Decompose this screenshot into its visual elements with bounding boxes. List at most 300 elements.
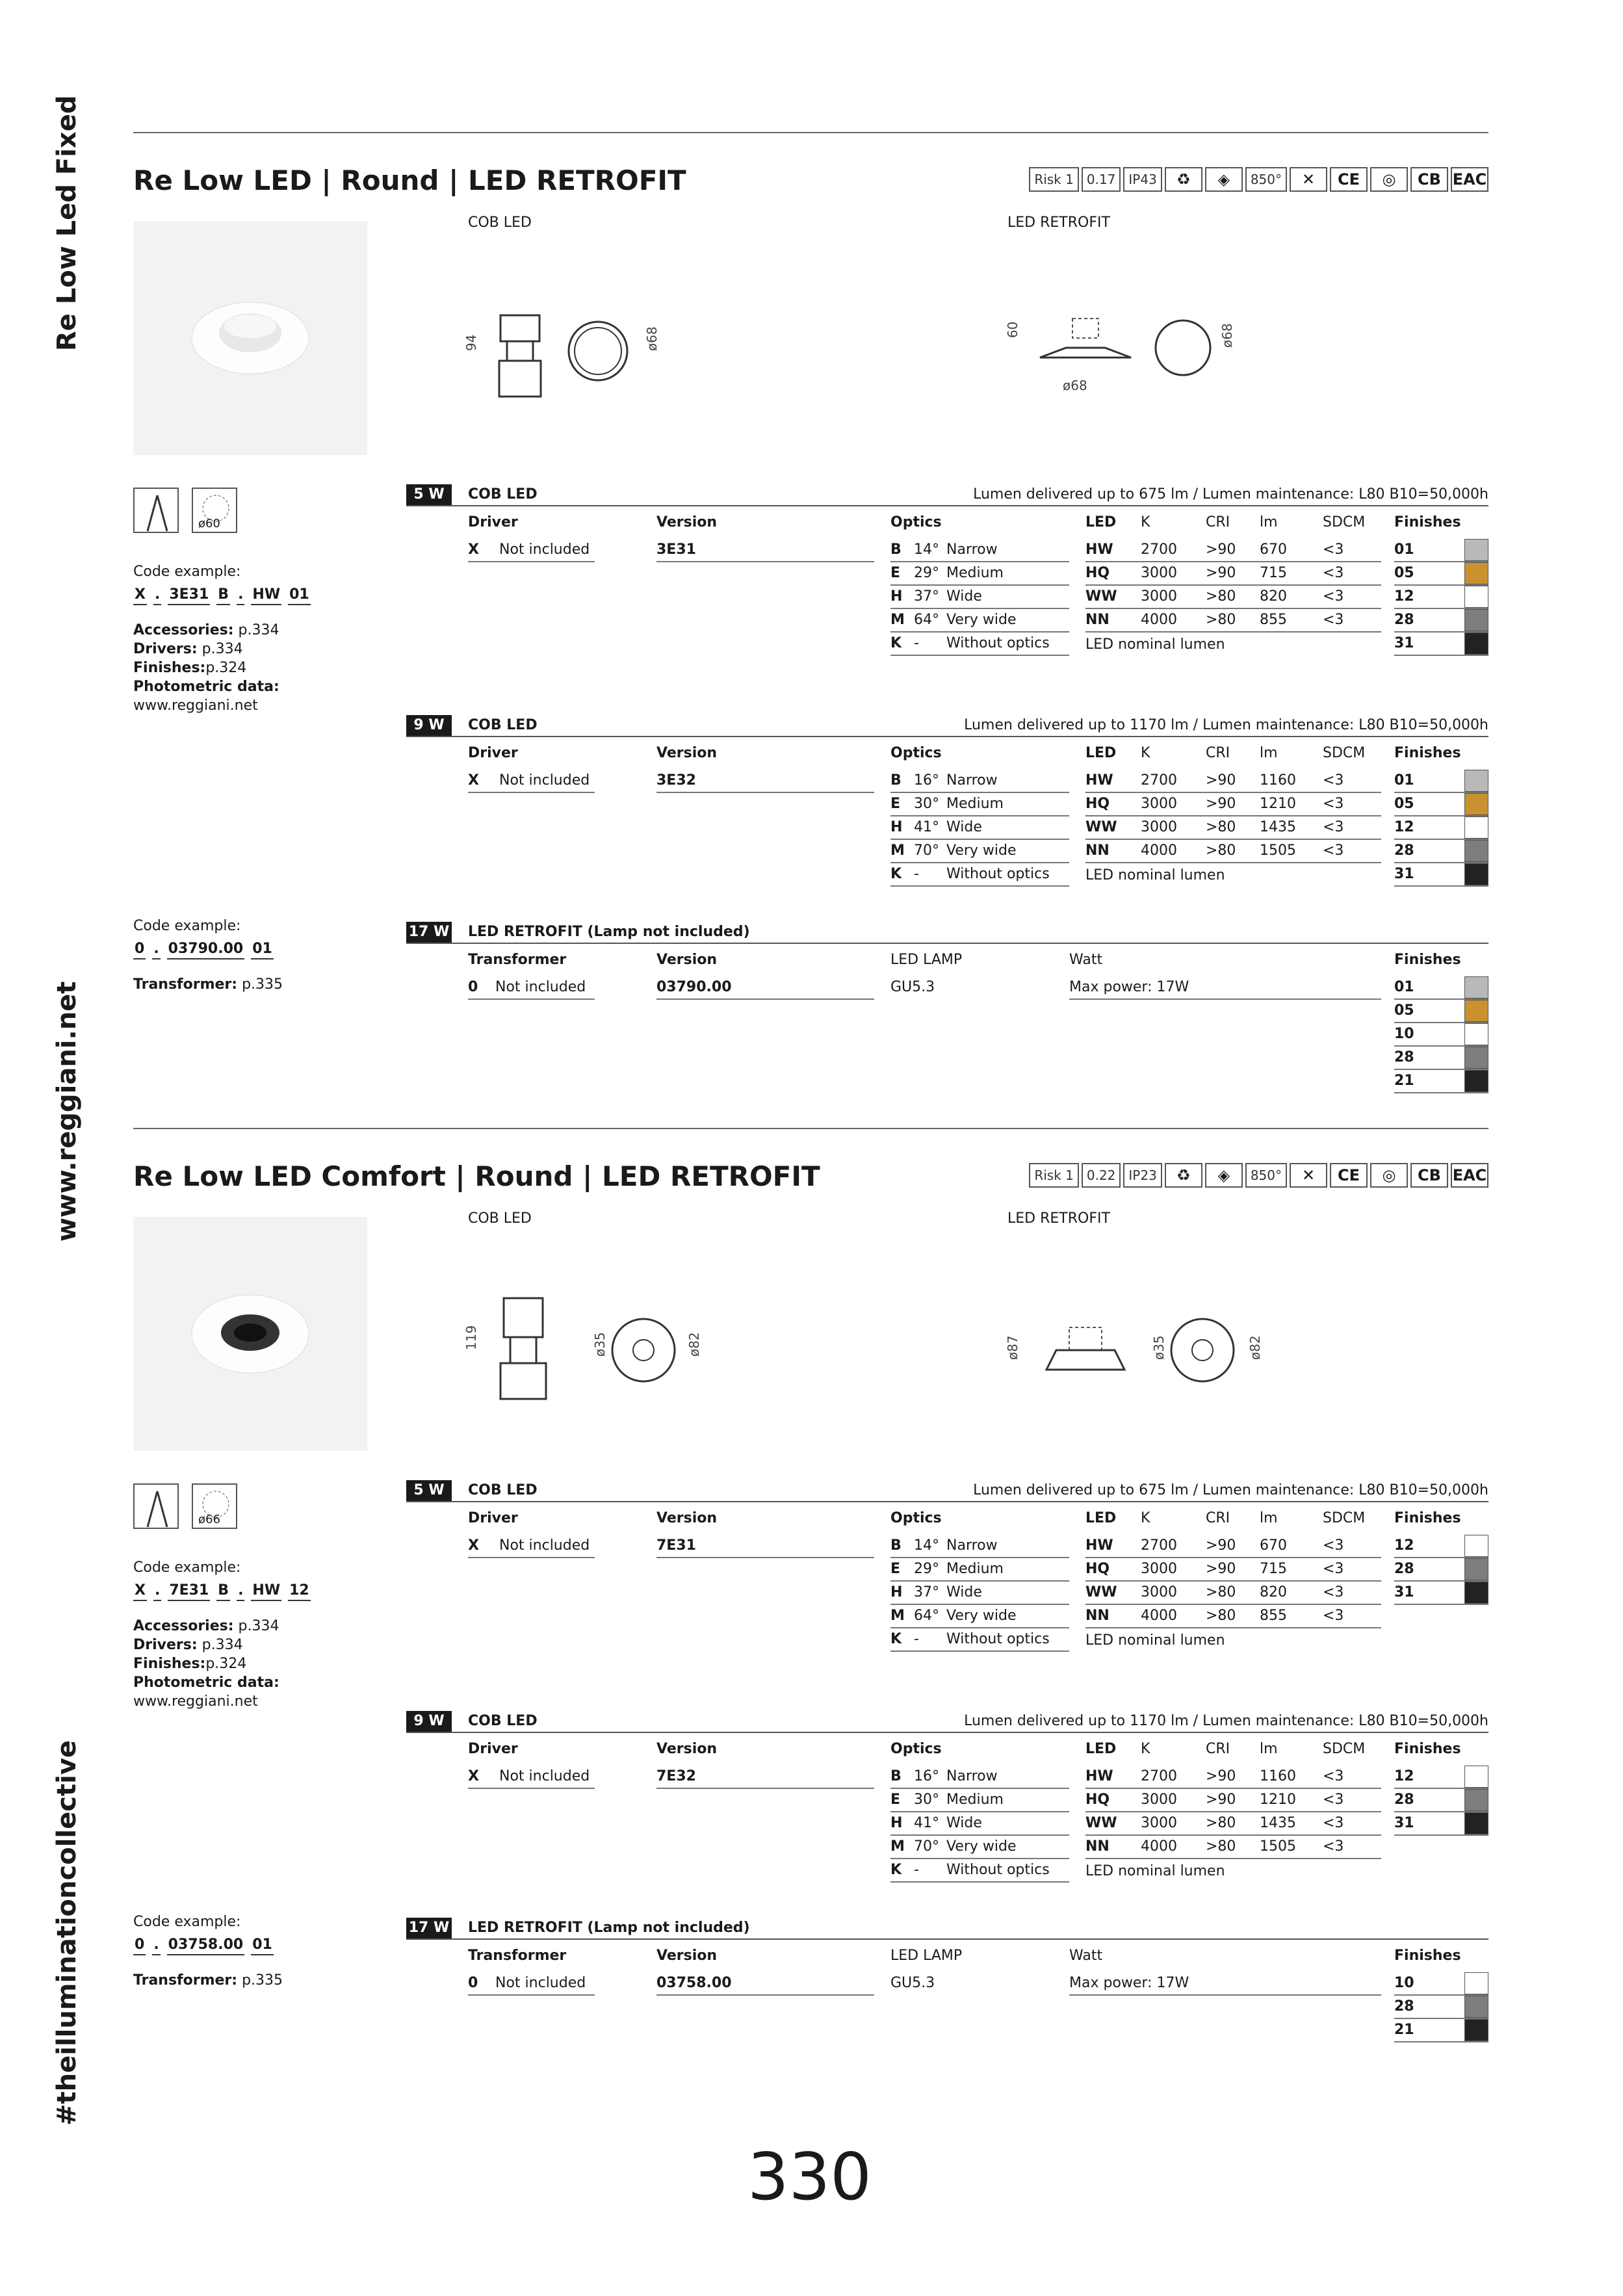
beam-angle-icon <box>133 488 179 533</box>
photometric-link[interactable]: www.reggiani.net <box>133 1693 258 1710</box>
optics-angle: - <box>914 1631 919 1647</box>
led-value: <3 <box>1323 1561 1344 1577</box>
finish-row[interactable] <box>1394 539 1488 562</box>
dim-height: 60 <box>1005 321 1020 338</box>
side-website[interactable]: www.reggiani.net <box>52 981 82 1242</box>
transformer-page[interactable]: p.335 <box>242 976 283 993</box>
class-icon: ◈ <box>1205 167 1243 192</box>
transformer-cell <box>468 1972 595 1996</box>
finish-row[interactable] <box>1394 1000 1488 1023</box>
led-value: <3 <box>1323 1537 1344 1554</box>
finish-row[interactable] <box>1394 793 1488 816</box>
accessories-page[interactable]: p.334 <box>238 1618 279 1634</box>
finish-code: 28 <box>1394 1561 1414 1577</box>
led-value: 4000 <box>1141 1838 1177 1855</box>
led-value: >90 <box>1206 1561 1236 1577</box>
optics-row <box>890 840 1069 863</box>
led-value: <3 <box>1323 842 1344 859</box>
code-part: . <box>237 585 244 605</box>
recycle-icon: ♻ <box>1165 1163 1202 1188</box>
photometric-label: Photometric data: <box>133 1675 279 1691</box>
code-part: 12 <box>288 1581 311 1601</box>
optics-name: Narrow <box>946 1537 998 1554</box>
optics-name: Wide <box>946 588 982 605</box>
finish-row[interactable] <box>1394 1766 1488 1789</box>
optics-code: H <box>890 819 903 835</box>
code-part: 03758.00 <box>167 1935 245 1955</box>
led-value: 2700 <box>1141 772 1177 789</box>
led-value: >90 <box>1206 541 1236 558</box>
led-row <box>1085 816 1381 840</box>
transformer-value: Not included <box>495 979 586 995</box>
code-example-label: Code example: <box>133 918 241 934</box>
led-value: NN <box>1085 1608 1110 1624</box>
led-row <box>1085 586 1381 609</box>
lumen-info: Lumen delivered up to 1170 lm / Lumen maintenance: L80 B10=50,000h <box>964 1713 1488 1729</box>
transformer-page[interactable]: p.335 <box>242 1972 283 1989</box>
optics-angle: 29° <box>914 1561 939 1577</box>
led-value: <3 <box>1323 1838 1344 1855</box>
optics-angle: 14° <box>914 1537 939 1554</box>
led-value: 715 <box>1260 1561 1287 1577</box>
downlight-image <box>185 1282 315 1386</box>
power-badge: 0.22 <box>1082 1163 1121 1188</box>
glow-wire-badge: 850° <box>1245 167 1287 192</box>
code-part: . <box>152 939 160 959</box>
led-value: NN <box>1085 612 1110 628</box>
led-value: <3 <box>1323 541 1344 558</box>
code-example <box>133 1935 283 1955</box>
driver-value: Not included <box>499 1537 590 1554</box>
finish-code: 05 <box>1394 1002 1414 1019</box>
dim-diameter: ø35 <box>592 1332 608 1357</box>
code-part: 0 <box>133 939 146 959</box>
optics-angle: 14° <box>914 541 939 558</box>
led-value: <3 <box>1323 796 1344 812</box>
finish-code: 12 <box>1394 819 1414 835</box>
dim-diameter: ø87 <box>1005 1335 1020 1360</box>
finish-row[interactable] <box>1394 1023 1488 1047</box>
driver-code: X <box>468 541 479 558</box>
led-value: 3000 <box>1141 1792 1177 1808</box>
transformer-cell <box>468 976 595 1000</box>
finish-code: 01 <box>1394 541 1414 558</box>
led-value: 1435 <box>1260 1815 1296 1831</box>
cb-mark-icon: CB <box>1410 1163 1448 1188</box>
driver-cell <box>468 539 595 562</box>
finish-code: 12 <box>1394 1768 1414 1784</box>
finish-code: 01 <box>1394 772 1414 789</box>
wattage-badge: 9 W <box>406 1711 452 1732</box>
code-example-label: Code example: <box>133 564 241 580</box>
ce-mark-icon: CE <box>1330 167 1368 192</box>
led-value: 4000 <box>1141 612 1177 628</box>
version-code: 7E32 <box>656 1768 696 1784</box>
finish-swatch <box>1464 1023 1488 1045</box>
light-source-type: COB LED <box>468 717 538 733</box>
column-header-driver: Driver <box>468 1741 518 1757</box>
column-header-lm: lm <box>1260 1741 1278 1757</box>
optics-row <box>890 770 1069 793</box>
version-cell <box>656 539 874 562</box>
optics-name: Without optics <box>946 866 1050 882</box>
optics-row <box>890 816 1069 840</box>
finish-row[interactable] <box>1394 586 1488 609</box>
class-icon: ◈ <box>1205 1163 1243 1188</box>
finish-code: 05 <box>1394 565 1414 581</box>
optics-angle: 29° <box>914 565 939 581</box>
optics-code: B <box>890 1768 902 1784</box>
led-value: <3 <box>1323 1608 1344 1624</box>
finish-row[interactable] <box>1394 863 1488 887</box>
column-header-sdcm: SDCM <box>1323 514 1366 530</box>
drivers-label: Drivers: <box>133 641 198 657</box>
wattage-badge: 9 W <box>406 715 452 736</box>
optics-row <box>890 1789 1069 1812</box>
retrofit-label: LED RETROFIT <box>1007 1210 1110 1227</box>
cutout-label: ø60 <box>198 517 220 530</box>
optics-name: Wide <box>946 819 982 835</box>
cob-led-drawing <box>463 1288 715 1412</box>
led-value: WW <box>1085 1584 1117 1600</box>
column-header-finishes: Finishes <box>1394 1510 1461 1526</box>
optics-row <box>890 1558 1069 1582</box>
optics-code: K <box>890 866 902 882</box>
column-header-lm: lm <box>1260 514 1278 530</box>
column-header-watt: Watt <box>1069 952 1103 968</box>
lamp-cell: GU5.3 <box>890 979 935 995</box>
optics-row <box>890 1812 1069 1836</box>
eac-mark-icon: EAC <box>1451 167 1488 192</box>
transformer-code: 0 <box>468 979 478 995</box>
optics-row <box>890 1535 1069 1558</box>
led-value: 1435 <box>1260 819 1296 835</box>
finish-row[interactable] <box>1394 633 1488 656</box>
finishes-page[interactable]: p.324 <box>205 660 247 676</box>
column-header-ledlamp: LED LAMP <box>890 1948 963 1964</box>
led-value: 3000 <box>1141 565 1177 581</box>
dim-height: 94 <box>463 334 479 351</box>
spec-block <box>406 1711 1488 1925</box>
optics-angle: 64° <box>914 612 939 628</box>
led-value: 4000 <box>1141 1608 1177 1624</box>
code-part: 7E31 <box>168 1581 210 1601</box>
finish-row[interactable] <box>1394 1789 1488 1812</box>
driver-value: Not included <box>499 1768 590 1784</box>
column-header-version: Version <box>656 1741 718 1757</box>
ce-mark-icon: CE <box>1330 1163 1368 1188</box>
finish-row[interactable] <box>1394 976 1488 1000</box>
code-part: 0 <box>133 1935 146 1955</box>
led-value: 3000 <box>1141 1561 1177 1577</box>
optics-name: Very wide <box>946 842 1017 859</box>
version-cell <box>656 1972 874 1996</box>
optics-name: Medium <box>946 1792 1004 1808</box>
light-source-type: COB LED <box>468 1482 538 1498</box>
optics-name: Without optics <box>946 635 1050 651</box>
column-header-led: LED <box>1085 1510 1117 1526</box>
driver-cell <box>468 1766 595 1789</box>
cob-led-drawing <box>463 299 676 403</box>
product-photo <box>133 1217 367 1451</box>
led-row <box>1085 1766 1381 1789</box>
optics-angle: 16° <box>914 772 939 789</box>
led-value: 3000 <box>1141 1584 1177 1600</box>
finish-swatch <box>1464 1000 1488 1022</box>
column-header-driver: Driver <box>468 514 518 530</box>
column-header-finishes: Finishes <box>1394 952 1461 968</box>
finish-swatch <box>1464 863 1488 885</box>
finish-row[interactable] <box>1394 609 1488 633</box>
optics-name: Wide <box>946 1815 982 1831</box>
accessories-page[interactable]: p.334 <box>238 622 279 638</box>
led-value: >90 <box>1206 1792 1236 1808</box>
code-example <box>133 585 311 605</box>
finish-code: 31 <box>1394 866 1414 882</box>
optics-code: E <box>890 1561 901 1577</box>
optics-code: M <box>890 612 905 628</box>
column-header-transformer: Transformer <box>468 1948 567 1964</box>
led-row <box>1085 1558 1381 1582</box>
finish-row[interactable] <box>1394 1535 1488 1558</box>
finish-code: 21 <box>1394 1073 1414 1089</box>
cutout-icon <box>192 1483 237 1529</box>
optics-name: Very wide <box>946 1608 1017 1624</box>
code-part: . <box>153 585 161 605</box>
led-nominal-note: LED nominal lumen <box>1085 636 1225 653</box>
optics-angle: 70° <box>914 842 939 859</box>
optics-row <box>890 1628 1069 1652</box>
led-row <box>1085 1836 1381 1859</box>
spec-block-header <box>406 484 1488 506</box>
led-value: 1505 <box>1260 1838 1296 1855</box>
optics-row <box>890 586 1069 609</box>
wattage-badge: 17 W <box>406 922 452 943</box>
finish-code: 31 <box>1394 1584 1414 1600</box>
spec-block <box>406 922 1488 1104</box>
version-cell <box>656 976 874 1000</box>
code-info-2 <box>133 917 283 994</box>
optics-angle: - <box>914 1862 919 1878</box>
retrofit-label: LED RETROFIT <box>1007 215 1110 231</box>
light-source-type: COB LED <box>468 486 538 502</box>
driver-code: X <box>468 1768 479 1784</box>
led-value: >90 <box>1206 796 1236 812</box>
finish-row[interactable] <box>1394 1972 1488 1996</box>
side-brand: Re Low Led Fixed <box>52 95 82 351</box>
code-info-1 <box>133 1558 311 1711</box>
finish-row[interactable] <box>1394 1047 1488 1070</box>
photometric-link[interactable]: www.reggiani.net <box>133 698 258 714</box>
column-header-lm: lm <box>1260 1510 1278 1526</box>
version-cell <box>656 1535 874 1558</box>
code-part: B <box>216 585 230 605</box>
led-value: >90 <box>1206 1768 1236 1784</box>
finish-swatch <box>1464 770 1488 792</box>
column-header-driver: Driver <box>468 1510 518 1526</box>
finish-swatch <box>1464 609 1488 631</box>
finish-swatch <box>1464 816 1488 839</box>
finish-row[interactable] <box>1394 1996 1488 2019</box>
led-value: 3000 <box>1141 588 1177 605</box>
optics-angle: 30° <box>914 1792 939 1808</box>
optics-angle: 37° <box>914 1584 939 1600</box>
optics-code: B <box>890 541 902 558</box>
optics-code: H <box>890 1584 903 1600</box>
finish-row[interactable] <box>1394 1070 1488 1093</box>
dim-diameter: ø35 <box>1151 1335 1167 1360</box>
code-part: 01 <box>288 585 311 605</box>
driver-value: Not included <box>499 772 590 789</box>
finish-swatch <box>1464 793 1488 815</box>
finish-code: 12 <box>1394 1537 1414 1554</box>
led-row <box>1085 609 1381 633</box>
led-nominal-note: LED nominal lumen <box>1085 867 1225 883</box>
code-part: X <box>133 585 147 605</box>
led-value: <3 <box>1323 588 1344 605</box>
column-header-cri: CRI <box>1206 514 1230 530</box>
optics-name: Medium <box>946 565 1004 581</box>
finish-swatch <box>1464 1582 1488 1604</box>
lamp-cell: GU5.3 <box>890 1975 935 1991</box>
wattage-badge: 5 W <box>406 1480 452 1501</box>
recycle-icon: ♻ <box>1165 167 1202 192</box>
product-title: Re Low LED Comfort | Round | LED RETROFIT <box>133 1160 820 1192</box>
finish-swatch <box>1464 976 1488 998</box>
led-value: >80 <box>1206 1838 1236 1855</box>
led-value: HW <box>1085 1537 1113 1554</box>
code-part: 03790.00 <box>167 939 245 959</box>
finish-swatch <box>1464 1766 1488 1788</box>
lumen-info: Lumen delivered up to 675 lm / Lumen maintenance: L80 B10=50,000h <box>973 486 1488 502</box>
column-header-version: Version <box>656 952 718 968</box>
finish-row[interactable] <box>1394 840 1488 863</box>
finish-row[interactable] <box>1394 770 1488 793</box>
spec-block <box>406 1480 1488 1695</box>
optics-angle: 70° <box>914 1838 939 1855</box>
led-value: 3000 <box>1141 1815 1177 1831</box>
drivers-page[interactable]: p.334 <box>201 1637 243 1653</box>
optics-row <box>890 1766 1069 1789</box>
column-header-optics: Optics <box>890 1510 942 1526</box>
version-cell <box>656 1766 874 1789</box>
finish-code: 10 <box>1394 1975 1414 1991</box>
led-value: 855 <box>1260 1608 1287 1624</box>
spec-block-header <box>406 1918 1488 1940</box>
glow-wire-badge: 850° <box>1245 1163 1287 1188</box>
column-header-finishes: Finishes <box>1394 514 1461 530</box>
dim-diameter: ø68 <box>1219 323 1235 348</box>
code-part: B <box>216 1581 230 1601</box>
finish-swatch <box>1464 2019 1488 2041</box>
column-header-sdcm: SDCM <box>1323 1741 1366 1757</box>
led-value: >80 <box>1206 612 1236 628</box>
led-value: 1160 <box>1260 1768 1296 1784</box>
led-value: >90 <box>1206 772 1236 789</box>
column-header-optics: Optics <box>890 514 942 530</box>
code-example <box>133 1581 311 1601</box>
optics-row <box>890 1859 1069 1883</box>
finish-swatch <box>1464 1996 1488 2018</box>
column-header-sdcm: SDCM <box>1323 745 1366 761</box>
optics-code: M <box>890 1838 905 1855</box>
retrofit-drawing <box>1001 299 1235 410</box>
led-value: <3 <box>1323 1815 1344 1831</box>
optics-angle: - <box>914 866 919 882</box>
finish-code: 31 <box>1394 1815 1414 1831</box>
column-header-cri: CRI <box>1206 745 1230 761</box>
spec-block <box>406 484 1488 699</box>
finish-swatch <box>1464 586 1488 608</box>
optics-angle: 30° <box>914 796 939 812</box>
finish-row[interactable] <box>1394 562 1488 586</box>
finish-row[interactable] <box>1394 816 1488 840</box>
led-row <box>1085 562 1381 586</box>
led-value: >80 <box>1206 588 1236 605</box>
finish-row[interactable] <box>1394 2019 1488 2042</box>
led-value: >80 <box>1206 1608 1236 1624</box>
optics-angle: 37° <box>914 588 939 605</box>
led-value: 715 <box>1260 565 1287 581</box>
finish-swatch <box>1464 1047 1488 1069</box>
finish-row[interactable] <box>1394 1582 1488 1605</box>
dim-height: 119 <box>463 1325 479 1350</box>
led-value: 670 <box>1260 1537 1287 1554</box>
column-header-finishes: Finishes <box>1394 1948 1461 1964</box>
optics-row <box>890 1836 1069 1859</box>
code-part: . <box>153 1581 161 1601</box>
cob-led-label: COB LED <box>468 215 532 231</box>
finishes-page[interactable]: p.324 <box>205 1656 247 1672</box>
led-row <box>1085 1605 1381 1628</box>
ip-badge: IP43 <box>1123 167 1162 192</box>
optics-code: E <box>890 796 901 812</box>
ip-badge: IP23 <box>1123 1163 1162 1188</box>
column-header-finishes: Finishes <box>1394 745 1461 761</box>
certification-strip <box>1029 167 1488 192</box>
beam-angle-icon <box>133 1483 179 1529</box>
led-value: 3000 <box>1141 796 1177 812</box>
optics-name: Without optics <box>946 1631 1050 1647</box>
column-header-ledlamp: LED LAMP <box>890 952 963 968</box>
dim-diameter: ø68 <box>644 326 660 351</box>
finish-code: 10 <box>1394 1026 1414 1042</box>
optics-name: Narrow <box>946 1768 998 1784</box>
spec-block-header <box>406 1480 1488 1502</box>
finish-row[interactable] <box>1394 1558 1488 1582</box>
column-header-led: LED <box>1085 514 1117 530</box>
optics-code: E <box>890 565 901 581</box>
optics-code: B <box>890 772 902 789</box>
led-value: HQ <box>1085 565 1110 581</box>
drivers-page[interactable]: p.334 <box>201 641 243 657</box>
led-value: <3 <box>1323 772 1344 789</box>
column-header-finishes: Finishes <box>1394 1741 1461 1757</box>
retrofit-drawing <box>1001 1288 1274 1412</box>
led-value: >90 <box>1206 565 1236 581</box>
driver-cell <box>468 770 595 793</box>
optics-angle: - <box>914 635 919 651</box>
led-value: NN <box>1085 842 1110 859</box>
no-insulation-icon: ✕ <box>1290 1163 1327 1188</box>
led-value: 4000 <box>1141 842 1177 859</box>
finish-swatch <box>1464 633 1488 655</box>
version-code: 3E31 <box>656 541 696 558</box>
led-value: <3 <box>1323 612 1344 628</box>
finish-row[interactable] <box>1394 1812 1488 1836</box>
optics-code: H <box>890 1815 903 1831</box>
led-value: WW <box>1085 588 1117 605</box>
